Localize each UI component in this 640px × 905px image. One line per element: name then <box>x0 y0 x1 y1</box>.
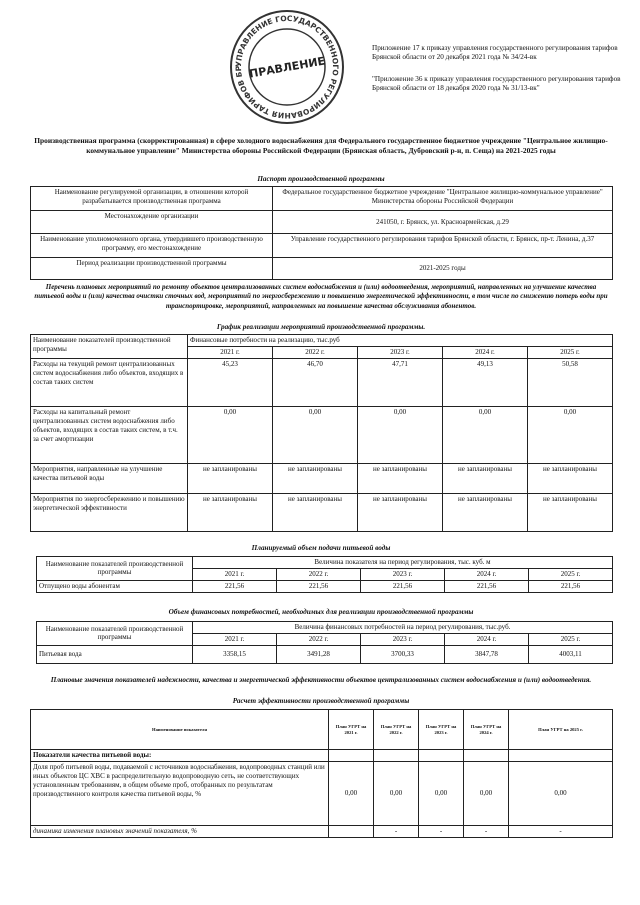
row-label: Мероприятия, направленные на улучшение качества питьевой воды <box>31 463 188 493</box>
stamp-center-text: ПРАВЛЕНИЕ <box>248 54 327 81</box>
cell-value: не запланированы <box>443 493 528 531</box>
cell-value: 46,70 <box>273 358 358 406</box>
cell-value: 0,00 <box>358 406 443 463</box>
year-header: 2021 г. <box>193 633 277 645</box>
finance-heading: Объем финансовых потребностей, необходимых для реализации производственной программы <box>168 608 474 616</box>
passport-value: 2021-2025 годы <box>273 258 613 280</box>
cell-value: 0,00 <box>443 406 528 463</box>
year-header: 2022 г. <box>277 633 361 645</box>
passport-label: Наименование регулируемой организации, в отношении которой разрабатывается производственная программа <box>31 187 273 211</box>
row-label: Отпущено воды абонентам <box>37 580 193 592</box>
cell-value: - <box>464 825 509 837</box>
cell-value: 45,23 <box>188 358 273 406</box>
year-header: 2024 г. <box>443 346 528 358</box>
column-group-header: Финансовые потребности на реализацию, тыс.руб <box>188 335 613 347</box>
year-header: 2022 г. <box>277 568 361 580</box>
column-group-header: Величина финансовых потребностей на период регулирования, тыс.руб. <box>193 622 613 634</box>
finance-table <box>36 621 613 664</box>
year-header: 2022 г. <box>273 346 358 358</box>
cell-value: не запланированы <box>358 463 443 493</box>
cell-value: 50,58 <box>528 358 613 406</box>
passport-value: Управление государственного регулирования тарифов Брянской области, г. Брянск, пр-т. Ленина, д.37 <box>273 234 613 258</box>
passport-label: Период реализации производственной программы <box>31 258 273 280</box>
cell-value: 0,00 <box>329 761 374 825</box>
cell-value <box>329 825 374 837</box>
cell-value: 221,56 <box>361 580 445 592</box>
column-header: Наименование показателя <box>31 710 329 750</box>
table-row <box>37 557 613 569</box>
column-group-header: Величина показателя на период регулирования, тыс. куб. м <box>193 557 613 569</box>
cell-value: 3358,15 <box>193 645 277 663</box>
reliability-subheading: Расчет эффективности производственной программы <box>232 697 410 705</box>
cell-value: 49,13 <box>443 358 528 406</box>
cell-value: не запланированы <box>528 463 613 493</box>
table-row <box>31 211 613 234</box>
measures-table <box>30 334 613 532</box>
cell-value: не запланированы <box>273 463 358 493</box>
cell-value: 0,00 <box>528 406 613 463</box>
table-row <box>37 645 613 663</box>
year-header: 2021 г. <box>188 346 273 358</box>
cell-value: не запланированы <box>188 463 273 493</box>
column-header: Наименование показателей производственной программы <box>37 622 193 646</box>
table-row <box>31 335 613 347</box>
year-header: 2025 г. <box>529 633 613 645</box>
plan-header: План УГРТ на 2025 г. <box>509 710 613 750</box>
cell-value: 0,00 <box>419 761 464 825</box>
cell-value: не запланированы <box>188 493 273 531</box>
plan-header: План УГРТ на 2021 г. <box>329 710 374 750</box>
table-row <box>31 761 613 825</box>
section-row: Показатели качества питьевой воды: <box>31 750 329 762</box>
year-header: 2023 г. <box>361 633 445 645</box>
supply-heading: Планируемый объем подачи питьевой воды <box>251 544 391 552</box>
table-row <box>31 493 613 531</box>
cell-value: 3700,33 <box>361 645 445 663</box>
appendix-line-2: "Приложение 36 к приказу управления государственного регулирования тарифов Брянской области от 18 декабря 2020 года № 31/13-вк" <box>372 74 621 93</box>
table-row <box>37 622 613 634</box>
cell-value: - <box>419 825 464 837</box>
cell-value: не запланированы <box>443 463 528 493</box>
table-row <box>31 358 613 406</box>
reliability-table <box>30 709 613 838</box>
cell-value: не запланированы <box>358 493 443 531</box>
table-row <box>31 234 613 258</box>
table-row <box>31 825 613 837</box>
row-label: Питьевая вода <box>37 645 193 663</box>
row-label: Расходы на текущий ремонт централизованных систем водоснабжения либо объектов, входящих в состав таких систем <box>31 358 188 406</box>
row-label: Доля проб питьевой воды, подаваемой с источников водоснабжения, водопроводных станций или иных объектов ЦС ХВС в распределительную водопроводную сеть, не соответствующих установленным требованиям, в общем объеме проб, отобранных по результатам производственного контроля качества питьевой воды, % <box>31 761 329 825</box>
year-header: 2023 г. <box>358 346 443 358</box>
cell-value: 221,56 <box>193 580 277 592</box>
cell-value: - <box>374 825 419 837</box>
passport-heading: Паспорт производственной программы <box>257 175 385 183</box>
table-row <box>31 463 613 493</box>
cell-value: 47,71 <box>358 358 443 406</box>
plan-header: План УГРТ на 2024 г. <box>464 710 509 750</box>
cell-value: 3847,78 <box>445 645 529 663</box>
table-row <box>31 187 613 211</box>
year-header: 2024 г. <box>445 633 529 645</box>
cell-value: 0,00 <box>273 406 358 463</box>
cell-value: 221,56 <box>529 580 613 592</box>
measures-subheading: График реализации мероприятий производственной программы. <box>216 323 426 331</box>
cell-value: не запланированы <box>528 493 613 531</box>
year-header: 2021 г. <box>193 568 277 580</box>
table-row <box>31 258 613 280</box>
dynamics-label: динамика изменения плановых значений показателя, % <box>31 825 329 837</box>
cell-value: - <box>509 825 613 837</box>
plan-header: План УГРТ на 2023 г. <box>419 710 464 750</box>
cell-value: 0,00 <box>374 761 419 825</box>
table-row <box>31 406 613 463</box>
year-header: 2025 г. <box>528 346 613 358</box>
cell-value: 3491,28 <box>277 645 361 663</box>
table-row <box>31 750 613 762</box>
appendix-notes <box>372 44 624 105</box>
reliability-heading: Плановые значения показателей надежности, качества и энергетической эффективности объектов централизованных систем водоснабжения и (или) водоотведения. <box>50 676 592 684</box>
cell-value: 221,56 <box>277 580 361 592</box>
year-header: 2024 г. <box>445 568 529 580</box>
cell-value: 4003,11 <box>529 645 613 663</box>
document-title: Производственная программа (скорректированная) в сфере холодного водоснабжения для Федерального государственное бюджетное учреждение "Центральное жилищно-коммунальное управление" Министерства обороны Российской Федерации (Брянская область, Дубровский р-н, п. Сеща) на 2021-2025 годы <box>34 136 608 155</box>
row-label: Мероприятия по энергосбережению и повышению энергетической эффективности <box>31 493 188 531</box>
year-header: 2023 г. <box>361 568 445 580</box>
stamp-ring-text: УПРАВЛЕНИЕ ГОСУДАРСТВЕННОГО РЕГУЛИРОВАНИЯ ТАРИФОВ БР <box>233 13 341 121</box>
passport-value: Федеральное государственное бюджетное учреждение "Центральное жилищно-коммунальное управление" Министерства обороны Российской Федерации <box>273 187 613 211</box>
column-header: Наименование показателей производственной программы <box>37 557 193 581</box>
supply-table <box>36 556 613 593</box>
measures-heading: Перечень плановых мероприятий по ремонту объектов централизованных систем водоснабжения и (или) водоотведения, мероприятий, направленных на улучшение качества питьевой воды и (или) качества очистки сточных вод, мероприятий по энергосбережению и повышению энергетической эффективности, в том числе по снижению потерь воды при транспортировке, мероприятий, направленных на повышение качества обслуживания абонентов. <box>34 283 608 310</box>
cell-value: 221,56 <box>445 580 529 592</box>
cell-value: не запланированы <box>273 493 358 531</box>
passport-label: Местонахождение организации <box>31 211 273 234</box>
organization-stamp <box>228 8 346 126</box>
table-row <box>37 580 613 592</box>
column-header: Наименование показателей производственной программы <box>31 335 188 359</box>
cell-value: 0,00 <box>188 406 273 463</box>
plan-header: План УГРТ на 2022 г. <box>374 710 419 750</box>
cell-value: 0,00 <box>464 761 509 825</box>
year-header: 2025 г. <box>529 568 613 580</box>
row-label: Расходы на капитальный ремонт централизованных систем водоснабжения либо объектов, входящих в состав таких систем, в т.ч. за счет амортизации <box>31 406 188 463</box>
cell-value: 0,00 <box>509 761 613 825</box>
passport-label: Наименование уполномоченного органа, утвердившего производственную программу, его местонахождение <box>31 234 273 258</box>
passport-table <box>30 186 613 280</box>
passport-value: 241050, г. Брянск, ул. Красноармейская, д.29 <box>273 211 613 234</box>
appendix-line-1: Приложение 17 к приказу управления государственного регулирования тарифов Брянской области от 20 декабря 2021 года № 34/24-вк <box>372 44 618 62</box>
table-row <box>31 710 613 750</box>
